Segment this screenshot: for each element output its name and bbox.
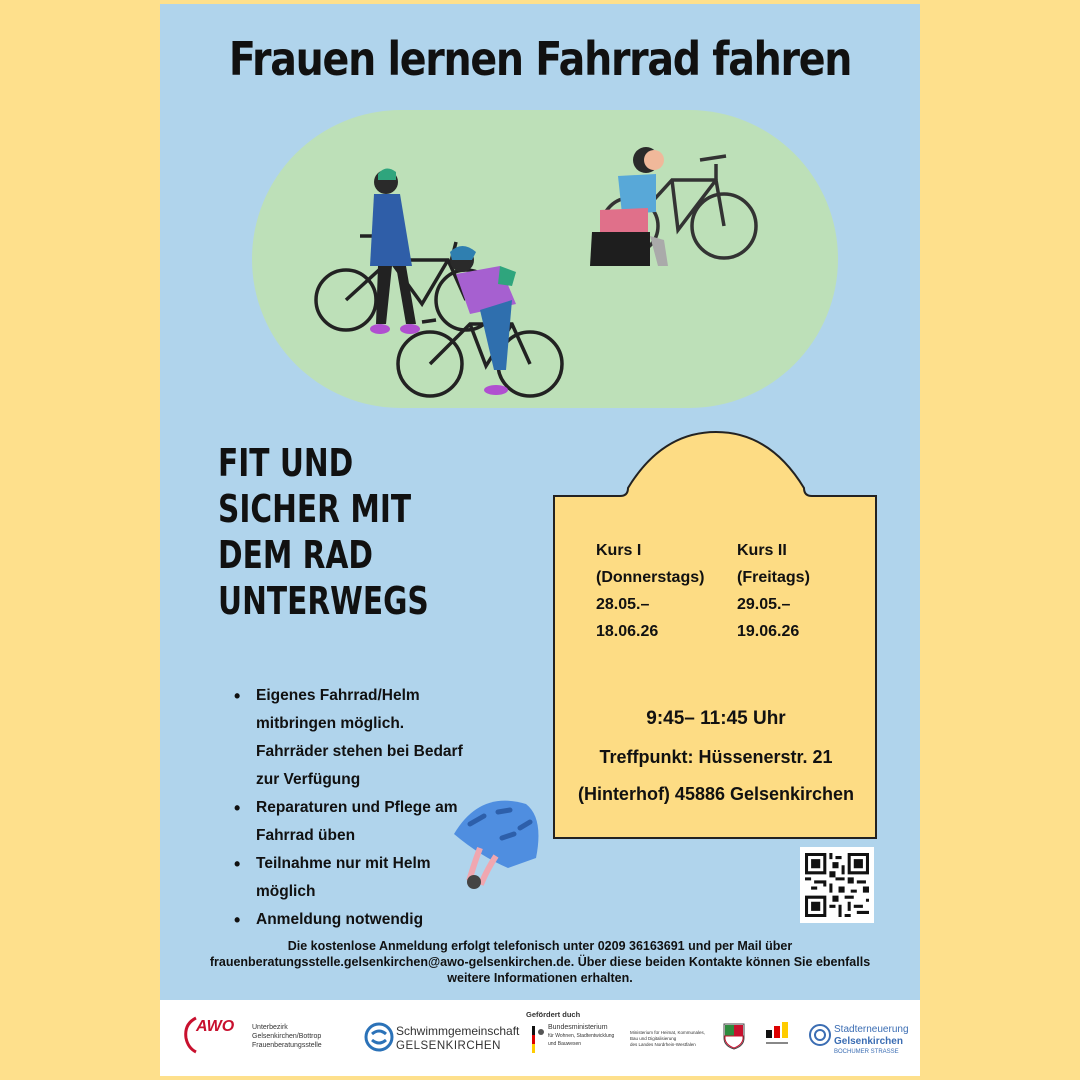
headline-line: SICHER MIT xyxy=(218,487,412,531)
stadterneuerung-line: Gelsenkirchen xyxy=(834,1036,903,1047)
headline-line: DEM RAD xyxy=(218,533,374,577)
meeting-point: Treffpunkt: Hüssenerstr. 21 xyxy=(599,747,833,767)
bmwsb-line: und Bauwesen xyxy=(548,1041,582,1047)
course-end: 19.06.26 xyxy=(737,623,800,640)
course-day: (Donnerstags) xyxy=(596,569,705,586)
stadterneuerung-icon xyxy=(808,1022,832,1048)
standing-cyclist-body xyxy=(370,168,420,334)
bullet-item: • Anmeldung notwendig xyxy=(234,906,464,934)
nrw-line: Bau und Digitalisierung xyxy=(630,1036,677,1041)
poster xyxy=(160,4,920,1076)
qr-code[interactable] xyxy=(800,847,874,923)
course-start: 29.05.– xyxy=(737,596,791,613)
headline-line: UNTERWEGS xyxy=(218,579,429,623)
swim-club-city: GELSENKIRCHEN xyxy=(396,1040,501,1052)
course-1 xyxy=(596,537,704,645)
awo-logo: AWO xyxy=(196,1018,235,1035)
registration-note: Die kostenlose Anmeldung erfolgt telefonisch unter 0209 36163691 und per Mail über frauenberatungsstelle.gelsenkirchen@awo-gelsenkirchen.de. Über diese beiden Kontakte können Sie ebenfalls weitere Informationen erhalten. xyxy=(209,939,871,985)
cyclists-illustration xyxy=(160,4,920,424)
headline-line: FIT UND xyxy=(218,441,354,485)
bullet-item: • Reparaturen und Pflege am Fahrrad üben xyxy=(234,794,464,850)
bullet-item: • Teilnahme nur mit Helm möglich xyxy=(234,850,464,906)
nrw-line: Ministerium für Heimat, Kommunales, xyxy=(630,1030,706,1035)
helmet-icon xyxy=(440,794,560,904)
course-end: 18.06.26 xyxy=(596,623,659,640)
nrw-crest-icon xyxy=(722,1022,746,1050)
awo-line: Frauenberatungsstelle xyxy=(252,1042,322,1049)
headline xyxy=(218,440,468,624)
swim-club-name: Schwimmgemeinschaft xyxy=(396,1024,520,1038)
course-day: (Freitags) xyxy=(737,569,810,586)
course-name: Kurs II xyxy=(737,542,787,559)
bmwsb-line: Bundesministerium xyxy=(548,1024,608,1031)
stadterneuerung-line: BOCHUMER STRASSE xyxy=(834,1049,899,1055)
course-2 xyxy=(737,537,810,645)
qr-code-icon xyxy=(805,852,869,918)
awo-line: Unterbezirk xyxy=(252,1024,288,1031)
course-name: Kurs I xyxy=(596,542,642,559)
poster-title: Frauen lernen Fahrrad fahren xyxy=(228,32,852,86)
federal-flag-icon xyxy=(530,1022,546,1056)
bullet-item: • Eigenes Fahrrad/Helm mitbringen möglich. Fahrräder stehen bei Bedarf zur Verfügung xyxy=(234,682,464,794)
swim-club-icon xyxy=(364,1022,394,1052)
course-time: 9:45– 11:45 Uhr xyxy=(646,708,786,729)
nrw-line: des Landes Nordrhein-Westfalen xyxy=(630,1042,696,1047)
repair-woman xyxy=(590,147,668,266)
meeting-address: (Hinterhof) 45886 Gelsenkirchen xyxy=(577,784,855,804)
awo-line: Gelsenkirchen/Bottrop xyxy=(252,1033,322,1040)
bmwsb-line: für Wohnen, Stadtentwicklung xyxy=(548,1033,615,1039)
funded-by-label: Gefördert duch xyxy=(526,1010,581,1019)
stadterneuerung-line: Stadterneuerung xyxy=(834,1024,909,1035)
riding-cyclist xyxy=(398,320,562,396)
bullet-list xyxy=(234,682,464,934)
course-start: 28.05.– xyxy=(596,596,650,613)
staedtebau-icon xyxy=(762,1020,792,1048)
sponsor-logos xyxy=(160,1000,920,1076)
